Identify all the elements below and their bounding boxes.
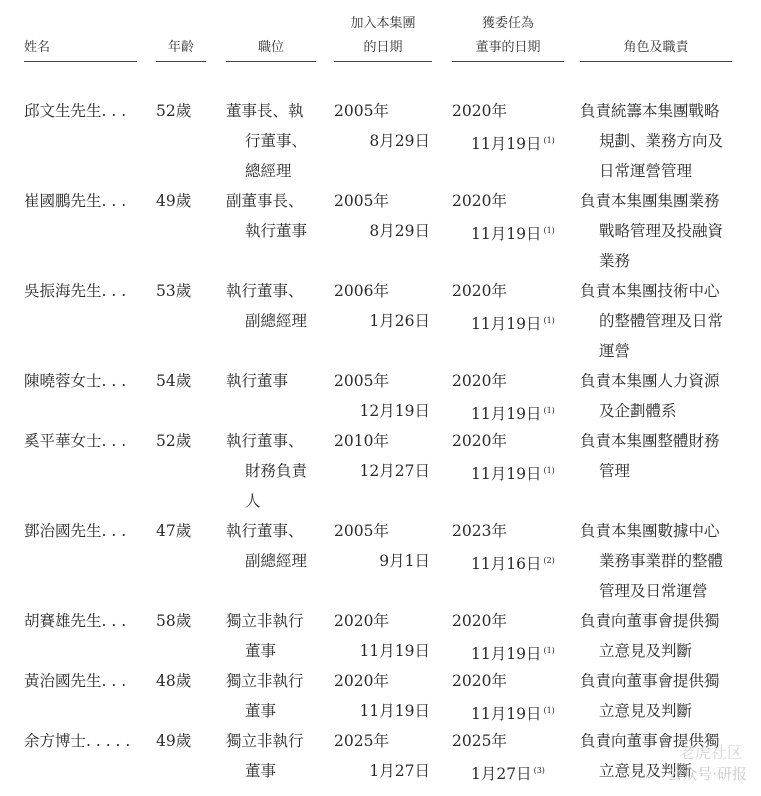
position-line: 執行董事 xyxy=(245,222,308,240)
appointment-date xyxy=(452,726,564,789)
appointment-date-text: 11月19日 xyxy=(471,645,542,663)
duty-line: 負責統籌本集團戰略 xyxy=(580,102,720,120)
appointment-date-line xyxy=(452,396,564,429)
role-and-duties xyxy=(580,366,750,426)
appointment-date-text: 11月19日 xyxy=(471,315,542,333)
position-line: 執行董事、 xyxy=(226,432,304,450)
appointment-date-text: 11月16日 xyxy=(471,555,542,573)
appointment-date-text: 11月19日 xyxy=(471,135,542,153)
join-date-line: 2005年 xyxy=(334,102,389,120)
role-and-duties xyxy=(580,276,750,366)
director-age: 48歲 xyxy=(156,672,192,690)
duty-line: 負責本集團人力資源 xyxy=(580,372,720,390)
duty-line: 負責向董事會提供獨 xyxy=(580,672,720,690)
position-line: 獨立非執行 xyxy=(226,612,304,630)
director-age: 47歲 xyxy=(156,522,192,540)
director-position xyxy=(226,186,316,246)
footnote-marker: (1) xyxy=(543,406,555,415)
duty-line: 管理及日常運營 xyxy=(599,582,708,600)
appointment-date-line: 2020年 xyxy=(452,612,507,630)
director-age: 52歲 xyxy=(156,102,192,120)
join-date-line: 2020年 xyxy=(334,672,389,690)
appointment-date-line xyxy=(452,546,564,579)
director-position xyxy=(226,276,316,336)
director-age: 52歲 xyxy=(156,432,192,450)
director-age: 54歲 xyxy=(156,372,192,390)
appointment-date xyxy=(452,276,564,339)
role-and-duties xyxy=(580,516,750,606)
duty-line: 立意見及判斷 xyxy=(599,702,693,720)
join-date-line: 2020年 xyxy=(334,612,389,630)
footnote-marker: (2) xyxy=(543,556,555,565)
appointment-date-line xyxy=(452,126,564,159)
header-duties: 角色及職責 xyxy=(623,40,689,55)
position-line: 董事長、執 xyxy=(226,102,304,120)
appointment-date-line xyxy=(452,756,564,789)
appointment-date-line: 2020年 xyxy=(452,672,507,690)
director-name: 陳曉蓉女士. . . xyxy=(24,372,127,390)
director-name: 吳振海先生. . . xyxy=(24,282,127,300)
join-date-line: 2005年 xyxy=(334,522,389,540)
join-date-line: 11月19日 xyxy=(359,642,430,660)
footnote-marker: (1) xyxy=(543,706,555,715)
director-position xyxy=(226,666,316,726)
header-rule-join xyxy=(334,61,432,62)
join-date xyxy=(334,96,430,156)
position-line: 副總經理 xyxy=(245,552,308,570)
header-position: 職位 xyxy=(257,40,284,55)
header-rule-name xyxy=(24,61,137,62)
director-position xyxy=(226,726,316,786)
director-age: 58歲 xyxy=(156,612,192,630)
position-line: 獨立非執行 xyxy=(226,732,304,750)
director-name: 崔國鵬先生. . . xyxy=(24,192,127,210)
appointment-date-text: 11月19日 xyxy=(471,705,542,723)
join-date-line: 2005年 xyxy=(334,192,389,210)
header-age: 年齡 xyxy=(167,40,194,55)
appointment-date-line: 2023年 xyxy=(452,522,507,540)
role-and-duties xyxy=(580,186,750,276)
duty-line: 戰略管理及投融資 xyxy=(599,222,724,240)
join-date xyxy=(334,666,430,726)
header-rule-position xyxy=(226,61,316,62)
header-rule-age xyxy=(156,61,206,62)
appointment-date-text: 11月19日 xyxy=(471,225,542,243)
appointment-date xyxy=(452,516,564,579)
duty-line: 的整體管理及日常 xyxy=(599,312,724,330)
duty-line: 負責本集團集團業務 xyxy=(580,192,720,210)
director-age: 49歲 xyxy=(156,732,192,750)
position-line: 總經理 xyxy=(245,162,292,180)
director-position xyxy=(226,426,316,516)
join-date-line: 2006年 xyxy=(334,282,389,300)
director-name: 邱文生先生. . . xyxy=(24,102,127,120)
duty-line: 及企劃體系 xyxy=(599,402,677,420)
position-line: 行董事、 xyxy=(245,132,308,150)
join-date xyxy=(334,276,430,336)
header-join-date xyxy=(334,12,432,60)
director-name: 余方博士. . . . . xyxy=(24,732,131,750)
duty-line: 立意見及判斷 xyxy=(599,642,693,660)
header-appoint-line1: 獲委任為 xyxy=(481,16,534,31)
appointment-date xyxy=(452,666,564,729)
director-position xyxy=(226,606,316,666)
join-date xyxy=(334,516,430,576)
appointment-date xyxy=(452,606,564,669)
appointment-date-text: 1月27日 xyxy=(471,765,532,783)
duty-line: 規劃、業務方向及 xyxy=(599,132,724,150)
position-line: 人 xyxy=(245,492,261,510)
join-date-line: 9月1日 xyxy=(379,552,430,570)
director-age: 53歲 xyxy=(156,282,192,300)
position-line: 獨立非執行 xyxy=(226,672,304,690)
header-appoint-line2: 董事的日期 xyxy=(475,40,541,55)
position-line: 財務負責 xyxy=(245,462,308,480)
footnote-marker: (1) xyxy=(543,136,555,145)
role-and-duties xyxy=(580,666,750,726)
appointment-date xyxy=(452,426,564,489)
join-date-line: 2005年 xyxy=(334,372,389,390)
header-appointment-date xyxy=(452,12,564,60)
position-line: 董事 xyxy=(245,762,277,780)
footnote-marker: (1) xyxy=(543,466,555,475)
join-date-line: 2025年 xyxy=(334,732,389,750)
header-rule-duties xyxy=(580,61,732,62)
appointment-date xyxy=(452,96,564,159)
duty-line: 運營 xyxy=(599,342,631,360)
director-age: 49歲 xyxy=(156,192,192,210)
appointment-date-line: 2020年 xyxy=(452,372,507,390)
duty-line: 業務事業群的整體 xyxy=(599,552,724,570)
director-position xyxy=(226,516,316,576)
role-and-duties xyxy=(580,426,750,486)
position-line: 副董事長、 xyxy=(226,192,304,210)
join-date-line: 8月29日 xyxy=(369,132,430,150)
position-line: 董事 xyxy=(245,642,277,660)
join-date xyxy=(334,366,430,426)
director-name: 鄧治國先生. . . xyxy=(24,522,127,540)
duty-line: 負責向董事會提供獨 xyxy=(580,612,720,630)
appointment-date-line: 2020年 xyxy=(452,192,507,210)
join-date xyxy=(334,186,430,246)
footnote-marker: (3) xyxy=(533,766,545,775)
watermark-community: 老虎社区 xyxy=(678,743,743,762)
appointment-date-line xyxy=(452,306,564,339)
join-date-line: 11月19日 xyxy=(359,702,430,720)
appointment-date-line xyxy=(452,456,564,489)
join-date-line: 12月27日 xyxy=(359,462,430,480)
duty-line: 負責本集團技術中心 xyxy=(580,282,720,300)
join-date xyxy=(334,606,430,666)
header-join-line2: 的日期 xyxy=(363,40,403,55)
appointment-date-line: 2020年 xyxy=(452,432,507,450)
footnote-marker: (1) xyxy=(543,316,555,325)
footnote-marker: (1) xyxy=(543,646,555,655)
position-line: 董事 xyxy=(245,702,277,720)
role-and-duties xyxy=(580,96,750,186)
position-line: 執行董事、 xyxy=(226,282,304,300)
duty-line: 業務 xyxy=(599,252,631,270)
position-line: 副總經理 xyxy=(245,312,308,330)
join-date-line: 2010年 xyxy=(334,432,389,450)
appointment-date-line xyxy=(452,696,564,729)
director-name: 奚平華女士. . . xyxy=(24,432,127,450)
appointment-date-line: 2025年 xyxy=(452,732,507,750)
director-name: 黃治國先生. . . xyxy=(24,672,127,690)
role-and-duties xyxy=(580,606,750,666)
appointment-date-line xyxy=(452,636,564,669)
duty-line: 負責向董事會提供獨 xyxy=(580,732,720,750)
watermark-account: 公众号·研报 xyxy=(667,765,747,783)
join-date xyxy=(334,726,430,786)
join-date-line: 12月19日 xyxy=(359,402,430,420)
join-date-line: 1月26日 xyxy=(369,312,430,330)
director-name: 胡賽雄先生. . . xyxy=(24,612,127,630)
duty-line: 日常運營管理 xyxy=(599,162,693,180)
appointment-date xyxy=(452,366,564,429)
position-line: 執行董事、 xyxy=(226,522,304,540)
join-date-line: 8月29日 xyxy=(369,222,430,240)
appointment-date xyxy=(452,186,564,249)
join-date xyxy=(334,426,430,486)
header-join-line1: 加入本集團 xyxy=(350,16,416,31)
duty-line: 立意見及判斷 xyxy=(599,762,693,780)
position-line: 執行董事 xyxy=(226,372,289,390)
header-rule-appoint xyxy=(452,61,564,62)
duty-line: 管理 xyxy=(599,462,631,480)
appointment-date-line: 2020年 xyxy=(452,102,507,120)
duty-line: 負責本集團數據中心 xyxy=(580,522,720,540)
duty-line: 負責本集團整體財務 xyxy=(580,432,720,450)
appointment-date-text: 11月19日 xyxy=(471,405,542,423)
join-date-line: 1月27日 xyxy=(369,762,430,780)
appointment-date-line xyxy=(452,216,564,249)
footnote-marker: (1) xyxy=(543,226,555,235)
header-name: 姓名 xyxy=(24,40,51,55)
director-position xyxy=(226,366,316,396)
appointment-date-line: 2020年 xyxy=(452,282,507,300)
director-position xyxy=(226,96,316,186)
appointment-date-text: 11月19日 xyxy=(471,465,542,483)
